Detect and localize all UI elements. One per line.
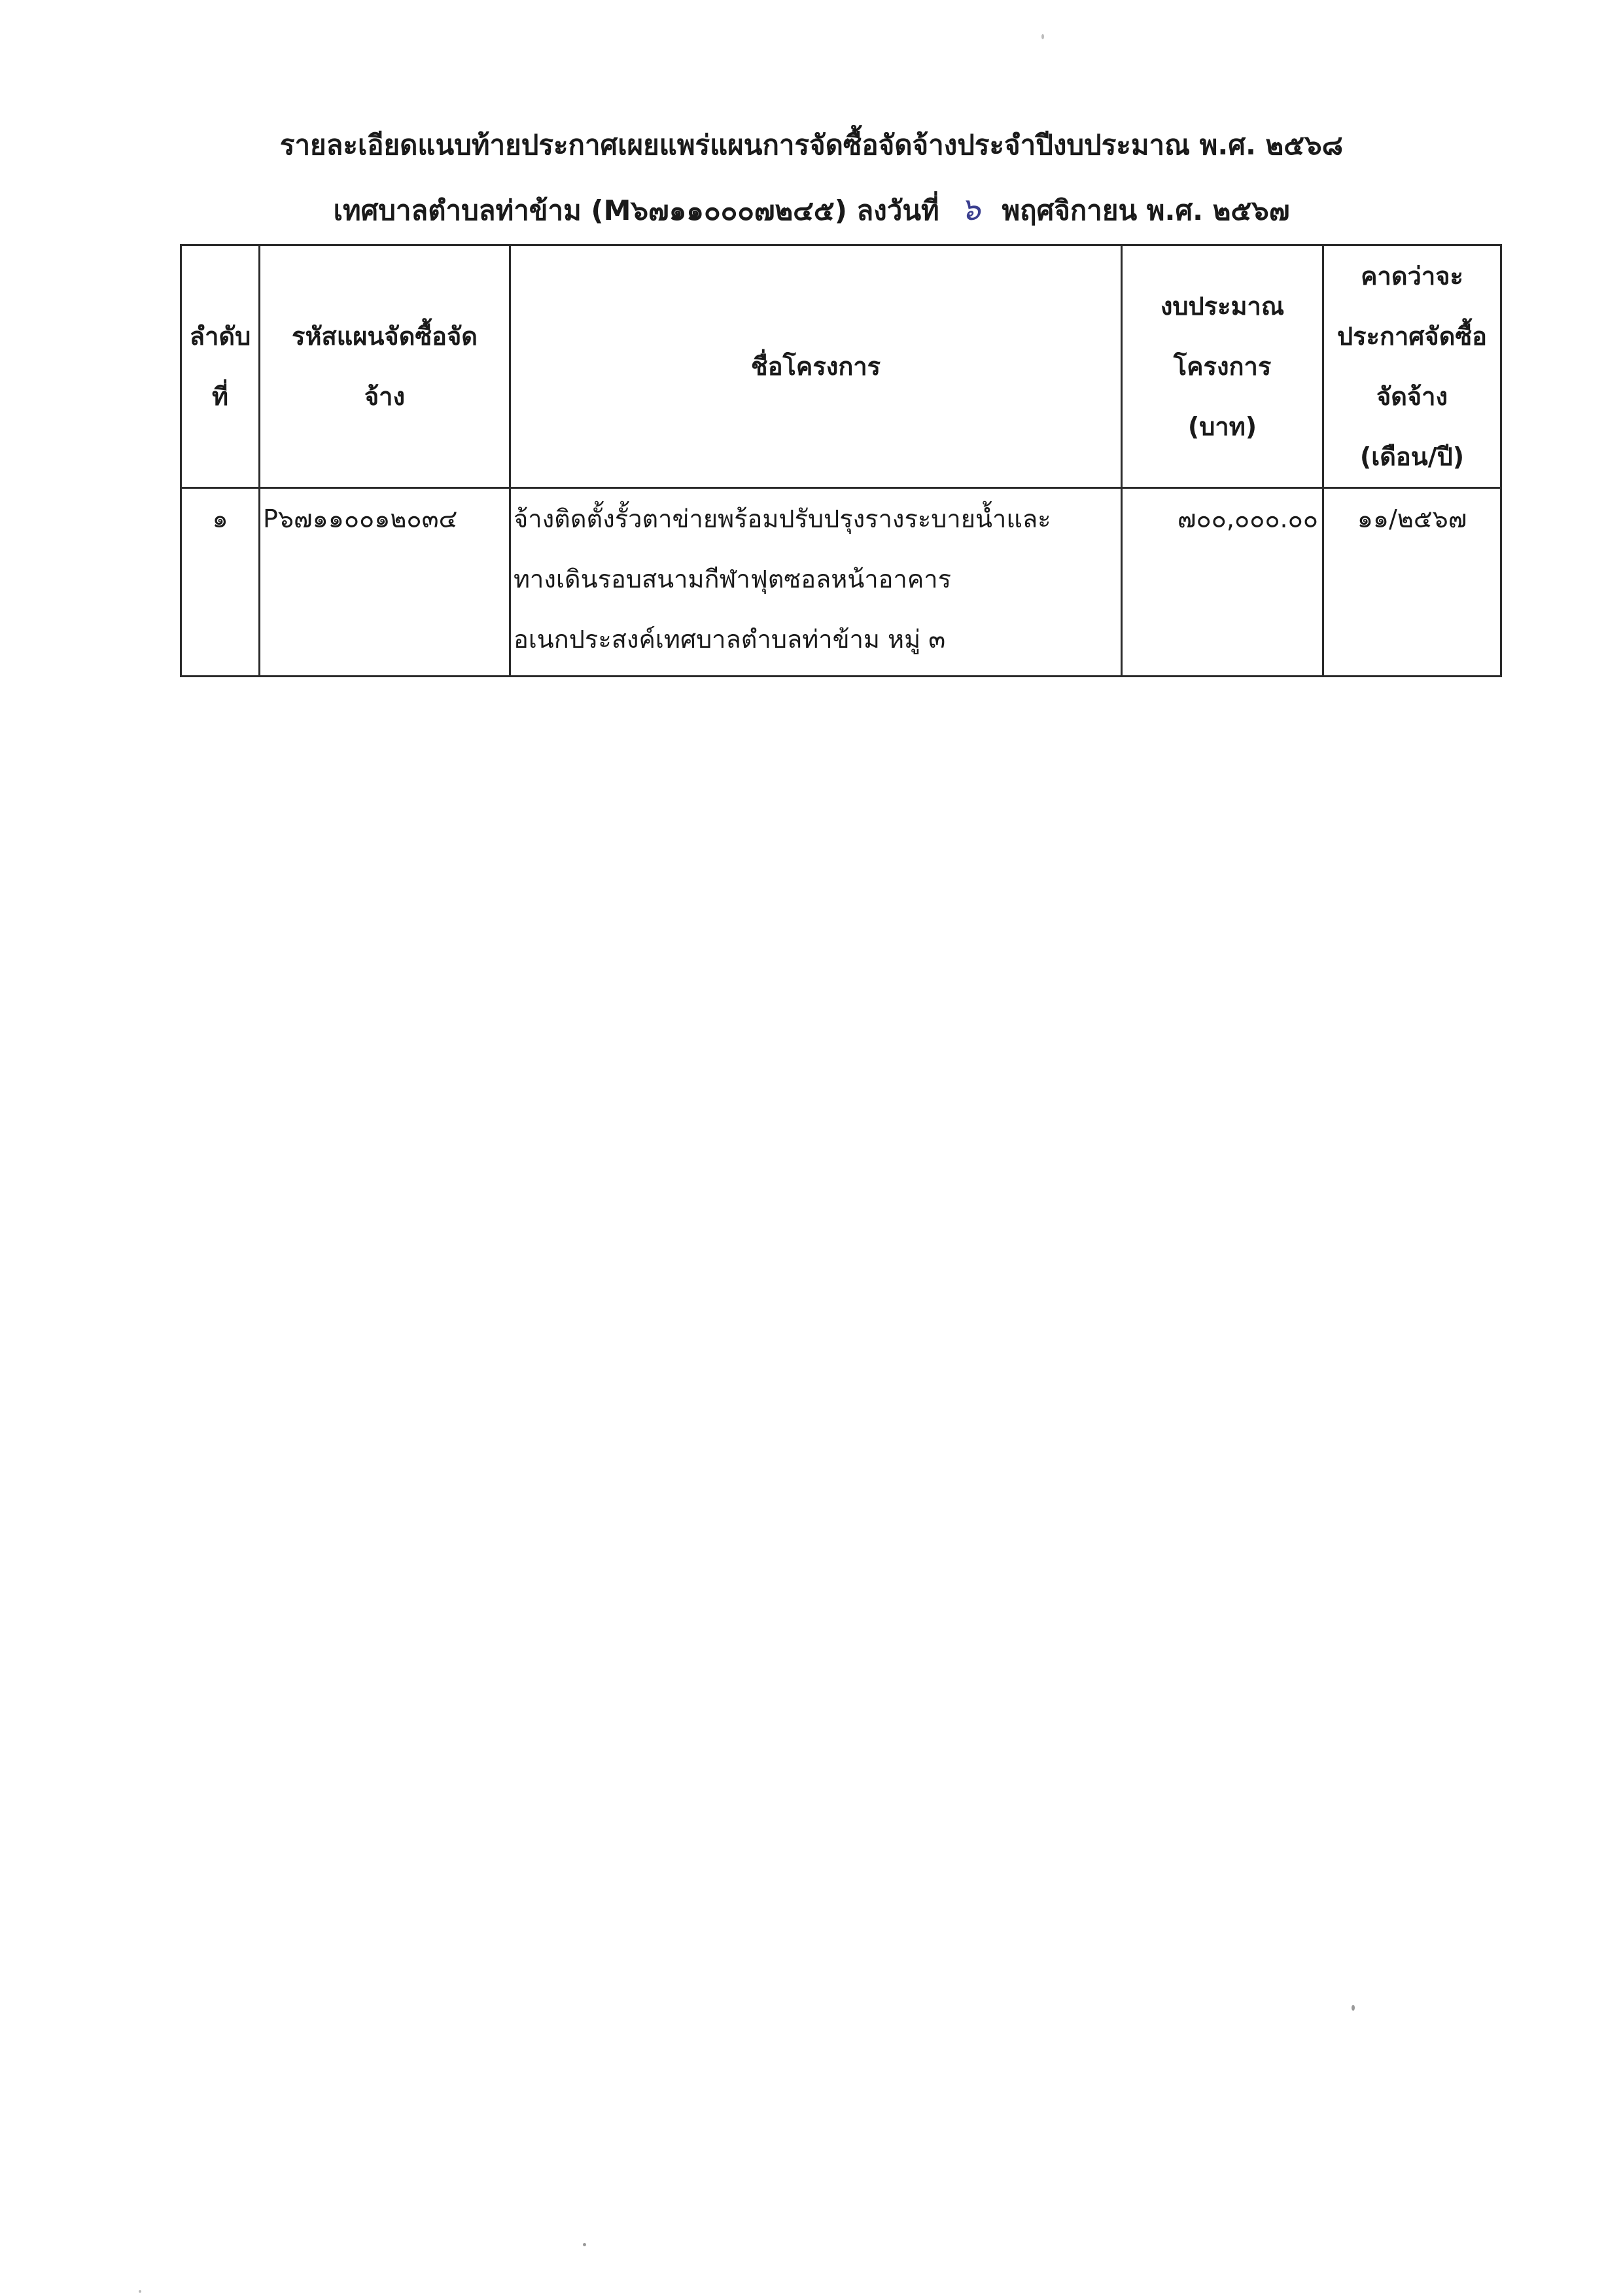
header-budget: งบประมาณ โครงการ (บาท) [1122, 245, 1323, 488]
document-subtitle [0, 190, 1623, 230]
subtitle-suffix: พฤศจิกายน พ.ศ. ๒๕๖๗ [1002, 194, 1290, 226]
cell-sequence: ๑ [181, 488, 260, 677]
cell-project-name: จ้างติดตั้งรั้วตาข่ายพร้อมปรับปรุงรางระบายน้ำและ ทางเดินรอบสนามกีฬาฟุตซอลหน้าอาคาร อเนกประสงค์เทศบาลตำบลท่าข้าม หมู่ ๓ [510, 488, 1122, 677]
subtitle-prefix: เทศบาลตำบลท่าข้าม (M๖๗๑๑๐๐๐๗๒๔๕) ลงวันที่ [333, 194, 939, 226]
table-header-row [181, 245, 1501, 488]
header-expected-announcement: คาดว่าจะ ประกาศจัดซื้อ จัดจ้าง (เดือน/ปี) [1323, 245, 1501, 488]
header-project-name: ชื่อโครงการ [510, 245, 1122, 488]
cell-announce-month-year: ๑๑/๒๕๖๗ [1323, 488, 1501, 677]
header-sequence: ลำดับ ที่ [181, 245, 260, 488]
procurement-plan-table [180, 244, 1502, 677]
table-row [181, 488, 1501, 677]
scan-speck [1352, 2005, 1355, 2011]
scan-speck [139, 2290, 141, 2293]
scan-speck [1041, 34, 1044, 39]
cell-plan-code: P๖๗๑๑๐๐๑๒๐๓๔ [260, 488, 510, 677]
document-title: รายละเอียดแนบท้ายประกาศเผยแพร่แผนการจัดซื้อจัดจ้างประจำปีงบประมาณ พ.ศ. ๒๕๖๘ [279, 129, 1344, 161]
cell-budget: ๗๐๐,๐๐๐.๐๐ [1122, 488, 1323, 677]
handwritten-day: ๖ [960, 191, 981, 228]
header-plan-code: รหัสแผนจัดซื้อจัด จ้าง [260, 245, 510, 488]
scan-speck [583, 2243, 586, 2246]
